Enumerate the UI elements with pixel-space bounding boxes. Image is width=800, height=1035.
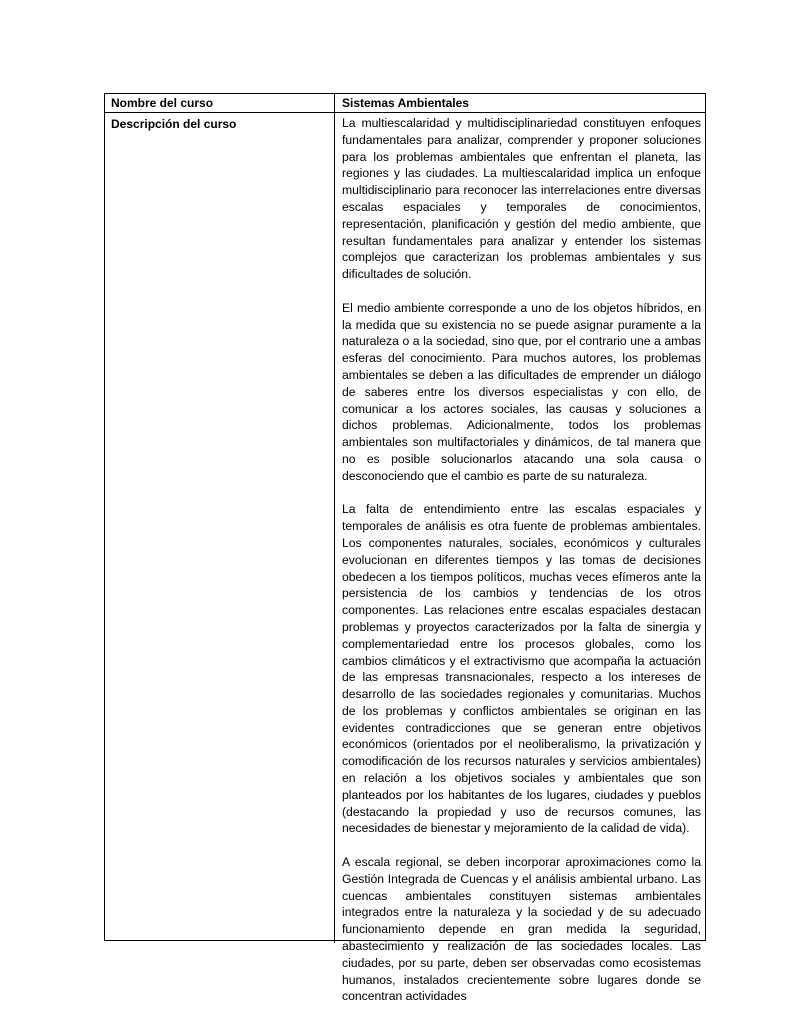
description-paragraph: El medio ambiente corresponde a uno de los objetos híbridos, en la medida que su existencia no se puede asignar puramente a la naturaleza o a la sociedad, sino que, por el contrario une a ambas esferas del conocimiento. Para muchos autores, los problemas ambientales se deben a las dificultades de emprender un diálogo de saberes entre los diversos especialistas y con ello, de comunicar a los actores sociales, las causas y soluciones a dichos problemas. Adicionalmente, todos los problemas ambientales son multifactoriales y dinámicos, de tal manera que no es posible solucionarlos atacando una sola causa o desconociendo que el cambio es parte de su naturaleza. <box>342 300 701 483</box>
course-name-value: Sistemas Ambientales <box>342 96 469 110</box>
table-header-row <box>105 94 705 113</box>
course-table <box>104 93 706 1004</box>
description-paragraph: A escala regional, se deben incorporar aproximaciones como la Gestión Integrada de Cuencas y el análisis ambiental urbano. Las cuencas ambientales constituyen sistemas ambientales integrados entre la naturaleza y la sociedad y de su adecuado funcionamiento depende en gran medida la seguridad, abastecimiento y realización de las sociedades locales. Las ciudades, por su parte, deben ser observadas como ecosistemas humanos, instalados crecientemente sobre lugares donde se concentran actividades <box>342 855 701 1004</box>
description-paragraph: La multiescalaridad y multidisciplinariedad constituyen enfoques fundamentales para analizar, comprender y proponer soluciones para los problemas ambientales que enfrentan el planeta, las regiones y las ciudades. La multiescalaridad implica un enfoque multidisciplinario para reconocer las interrelaciones entre diversas escalas espaciales y temporales de conocimientos, representación, planificación y gestión del medio ambiente, que resultan fundamentales para analizar y entender los sistemas complejos que caracterizan los problemas ambientales y sus dificultades de solución. <box>342 116 701 282</box>
course-name-label: Nombre del curso <box>105 94 335 112</box>
course-description-label: Descripción del curso <box>105 113 335 943</box>
description-paragraph: La falta de entendimiento entre las escalas espaciales y temporales de análisis es otra fuente de problemas ambientales. Los componentes naturales, sociales, económicos y culturales evolucionan en diferentes tiempos y las tomas de decisiones obedecen a los tiempos políticos, muchas veces efímeros ante la persistencia de los cambios y tendencias de los otros componentes. Las relaciones entre escalas espaciales destacan problemas y proyectos caracterizados por la falta de sinergia y complementariedad entre los procesos globales, como los cambios climáticos y el extractivismo que acompaña la actuación de las empresas transnacionales, respecto a los intereses de desarrollo de las sociedades regionales y comunitarias. Muchos de los problemas y conflictos ambientales se originan en las evidentes contradicciones que se generan entre objetivos económicos (orientados por el neoliberalismo, la privatización y comodificación de los recursos naturales y servicios ambientales) en relación a los objetivos sociales y ambientales que son planteados por los habitantes de los lugares, ciudades y pueblos (destacando la propiedad y uso de recursos comunes, las necesidades de bienestar y mejoramiento de la calidad de vida). <box>342 502 701 836</box>
course-description-row <box>105 113 705 1004</box>
course-description-text <box>335 113 705 1004</box>
